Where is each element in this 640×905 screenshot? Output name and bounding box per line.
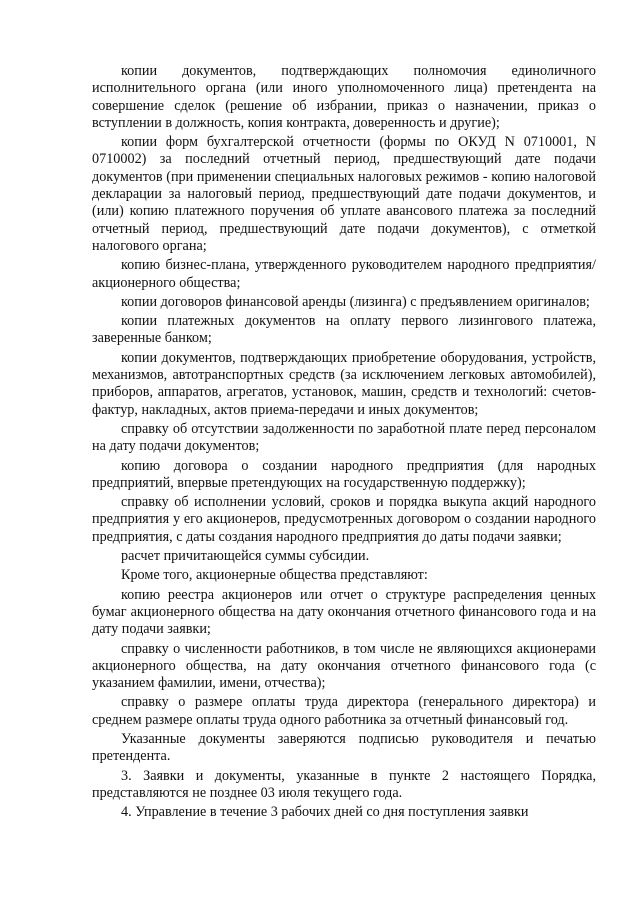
document-page [92, 63, 596, 823]
paragraph-employee-count: справку о численности работников, в том числе не являющихся акционерами акционерного общества, на дату окончания отчетного финансового года (с указанием фамилии, имени, отчества); [92, 640, 596, 692]
paragraph-joint-stock-intro: Кроме того, акционерные общества представляют: [121, 567, 428, 584]
paragraph-share-buyback-certificate: справку об исполнении условий, сроков и порядка выкупа акций народного предприятия у его акционеров, предусмотренных договором о создании народного предприятия, с даты создания народного предприятия до даты подачи заявки; [92, 494, 596, 545]
paragraph-subsidy-calculation: расчет причитающейся суммы субсидии. [121, 548, 370, 565]
paragraph-authority-documents: копии документов, подтверждающих полномочия единоличного исполнительного органа (или иного уполномоченного лица) претендента на совершение сделок (решение об избрании, приказ о назначении, приказ о вступлении в должность, копия контракта, доверенность и другие); [92, 63, 596, 131]
paragraph-director-salary: справку о размере оплаты труда директора (генерального директора) и среднем размере оплаты труда одного работника за отчетный финансовый год. [92, 694, 596, 728]
paragraph-salary-debt-certificate: справку об отсутствии задолженности по заработной плате перед персоналом на дату подачи документов; [92, 420, 596, 455]
paragraph-enterprise-contract: копию договора о создании народного предприятия (для народных предприятий, впервые претендующих на государственную поддержку); [92, 457, 596, 491]
paragraph-business-plan: копию бизнес-плана, утвержденного руководителем народного предприятия/акционерного общества; [92, 257, 596, 291]
paragraph-section-4: 4. Управление в течение 3 рабочих дней со дня поступления заявки [121, 804, 529, 821]
paragraph-section-3: 3. Заявки и документы, указанные в пункте 2 настоящего Порядка, представляются не позднее 03 июля текущего года. [92, 767, 596, 801]
paragraph-shareholder-register: копию реестра акционеров или отчет о структуре распределения ценных бумаг акционерного общества на дату окончания отчетного финансового года и на дату подачи заявки; [92, 586, 596, 638]
paragraph-leasing-contracts: копии договоров финансовой аренды (лизинга) с предъявлением оригиналов; [121, 293, 590, 310]
paragraph-accounting-forms: копии форм бухгалтерской отчетности (формы по ОКУД N 0710001, N 0710002) за последний отчетный период, предшествующий дате подачи документов (при применении специальных налоговых режимов - копию налоговой декларации за налоговый период, предшествующий дате подачи документов, и (или) копию платежного поручения об уплате авансового платежа за последний отчетный период, предшествующий дате подачи документов), с отметкой налогового органа; [92, 134, 596, 254]
paragraph-equipment-documents: копии документов, подтверждающих приобретение оборудования, устройств, механизмов, автотранспортных средств (за исключением легковых автомобилей), приборов, аппаратов, агрегатов, установок, машин, средств и технологий: счетов-фактур, накладных, актов приема-передачи и иных документов; [92, 349, 596, 418]
paragraph-certification: Указанные документы заверяются подписью руководителя и печатью претендента. [92, 730, 596, 765]
paragraph-payment-documents: копии платежных документов на оплату первого лизингового платежа, заверенные банком; [92, 313, 596, 347]
